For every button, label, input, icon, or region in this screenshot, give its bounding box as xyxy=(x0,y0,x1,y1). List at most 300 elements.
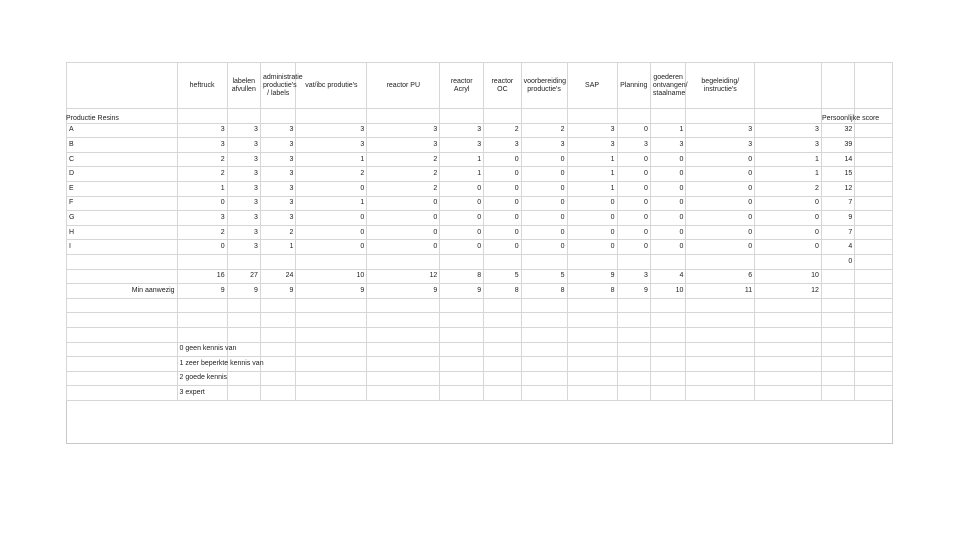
column-header: reactor OC xyxy=(484,63,522,109)
total-value: 8 xyxy=(440,269,484,284)
cell xyxy=(855,269,893,284)
cell xyxy=(855,138,893,153)
person-name: G xyxy=(67,211,178,226)
skill-score: 3 xyxy=(177,211,227,226)
min-present-value: 11 xyxy=(686,284,755,299)
column-header: begeleiding/ instructie's xyxy=(686,63,755,109)
skill-score: 3 xyxy=(260,196,295,211)
cell xyxy=(567,298,617,313)
header-corner xyxy=(67,63,178,109)
personal-score: 9 xyxy=(821,211,854,226)
cell xyxy=(650,371,685,386)
min-present-value: 9 xyxy=(440,284,484,299)
cell xyxy=(650,327,685,342)
column-header-blank xyxy=(755,63,822,109)
cell xyxy=(67,298,178,313)
column-header: SAP xyxy=(567,63,617,109)
skill-score: 0 xyxy=(650,181,685,196)
cell xyxy=(67,327,178,342)
cell xyxy=(821,269,854,284)
min-present-value: 8 xyxy=(521,284,567,299)
cell xyxy=(821,386,854,401)
column-header-blank xyxy=(821,63,854,109)
skill-score: 0 xyxy=(567,240,617,255)
skill-score: 3 xyxy=(260,211,295,226)
cell xyxy=(650,386,685,401)
cell xyxy=(260,298,295,313)
cell xyxy=(855,240,893,255)
skill-score: 0 xyxy=(686,167,755,182)
cell xyxy=(567,342,617,357)
person-name: C xyxy=(67,152,178,167)
cell xyxy=(855,386,893,401)
cell xyxy=(686,313,755,328)
legend-item: 1 zeer beperkte kennis van xyxy=(177,357,227,372)
skill-score: 0 xyxy=(617,211,650,226)
min-present-value: 9 xyxy=(227,284,260,299)
cell xyxy=(617,327,650,342)
cell xyxy=(440,371,484,386)
min-present-row xyxy=(67,284,893,299)
person-name: D xyxy=(67,167,178,182)
cell xyxy=(440,254,484,269)
skill-score: 0 xyxy=(686,225,755,240)
cell xyxy=(227,313,260,328)
min-present-label: Min aanwezig xyxy=(67,284,178,299)
cell xyxy=(440,327,484,342)
cell xyxy=(855,313,893,328)
skill-score: 0 xyxy=(440,240,484,255)
skill-score: 1 xyxy=(755,152,822,167)
column-header: goederen ontvangen/ staalname xyxy=(650,63,685,109)
column-header: heftruck xyxy=(177,63,227,109)
skill-score: 3 xyxy=(227,196,260,211)
skill-score: 0 xyxy=(617,196,650,211)
person-name: F xyxy=(67,196,178,211)
cell xyxy=(686,371,755,386)
cell xyxy=(755,386,822,401)
person-name: H xyxy=(67,225,178,240)
cell xyxy=(227,386,260,401)
skill-score: 0 xyxy=(521,240,567,255)
skill-score: 1 xyxy=(567,167,617,182)
cell xyxy=(755,327,822,342)
skill-score: 0 xyxy=(484,181,522,196)
legend-row xyxy=(67,371,893,386)
skill-score: 2 xyxy=(367,181,440,196)
column-header: labelen afvullen xyxy=(227,63,260,109)
column-header: vat/ibc produtie's xyxy=(296,63,367,109)
skill-score: 3 xyxy=(227,181,260,196)
skill-score: 0 xyxy=(484,196,522,211)
skill-score: 3 xyxy=(260,181,295,196)
cell xyxy=(367,342,440,357)
personal-score: 15 xyxy=(821,167,854,182)
cell xyxy=(260,109,295,124)
skill-score: 0 xyxy=(567,196,617,211)
skill-score: 1 xyxy=(177,181,227,196)
skill-score: 2 xyxy=(296,167,367,182)
skill-score: 0 xyxy=(755,240,822,255)
skill-score: 3 xyxy=(755,123,822,138)
cell xyxy=(177,298,227,313)
skill-score: 0 xyxy=(650,152,685,167)
skill-score: 3 xyxy=(296,138,367,153)
skill-score: 0 xyxy=(650,240,685,255)
skill-score: 3 xyxy=(567,138,617,153)
legend-row xyxy=(67,357,893,372)
cell xyxy=(367,357,440,372)
skill-score: 2 xyxy=(755,181,822,196)
cell xyxy=(617,109,650,124)
cell xyxy=(67,371,178,386)
skill-score: 0 xyxy=(617,123,650,138)
column-header: administratie productie's / labels xyxy=(260,63,295,109)
person-row xyxy=(67,152,893,167)
skill-score: 0 xyxy=(686,211,755,226)
skill-score: 0 xyxy=(484,211,522,226)
cell xyxy=(367,327,440,342)
cell xyxy=(260,254,295,269)
person-row xyxy=(67,138,893,153)
skill-score: 3 xyxy=(227,152,260,167)
cell xyxy=(855,211,893,226)
personal-score: 7 xyxy=(821,225,854,240)
cell xyxy=(755,342,822,357)
cell xyxy=(296,109,367,124)
cell xyxy=(227,298,260,313)
skill-score: 3 xyxy=(367,138,440,153)
cell xyxy=(617,357,650,372)
skill-score: 3 xyxy=(755,138,822,153)
skill-score: 0 xyxy=(296,211,367,226)
skill-score: 3 xyxy=(686,138,755,153)
min-present-value: 9 xyxy=(260,284,295,299)
cell xyxy=(367,371,440,386)
skill-score: 0 xyxy=(617,152,650,167)
skill-score: 0 xyxy=(440,196,484,211)
blank-row xyxy=(67,298,893,313)
cell xyxy=(521,371,567,386)
cell xyxy=(367,313,440,328)
cell xyxy=(67,269,178,284)
totals-row xyxy=(67,269,893,284)
min-present-value: 9 xyxy=(177,284,227,299)
skill-score: 3 xyxy=(227,225,260,240)
cell xyxy=(440,298,484,313)
cell xyxy=(855,152,893,167)
cell xyxy=(484,357,522,372)
cell xyxy=(440,386,484,401)
skill-score: 0 xyxy=(367,196,440,211)
min-present-value: 9 xyxy=(617,284,650,299)
skill-score: 3 xyxy=(260,138,295,153)
cell xyxy=(521,298,567,313)
cell xyxy=(567,313,617,328)
cell xyxy=(567,254,617,269)
cell xyxy=(484,371,522,386)
cell xyxy=(686,327,755,342)
person-row xyxy=(67,181,893,196)
cell xyxy=(521,342,567,357)
cell xyxy=(484,254,522,269)
cell xyxy=(296,254,367,269)
skill-score: 3 xyxy=(177,123,227,138)
personal-score: 32 xyxy=(821,123,854,138)
min-present-value: 8 xyxy=(567,284,617,299)
skill-score: 3 xyxy=(521,138,567,153)
personal-score: 4 xyxy=(821,240,854,255)
cell xyxy=(686,109,755,124)
person-name: B xyxy=(67,138,178,153)
min-present-value: 12 xyxy=(755,284,822,299)
cell xyxy=(521,386,567,401)
cell xyxy=(821,371,854,386)
cell xyxy=(367,109,440,124)
cell xyxy=(855,357,893,372)
skill-score: 0 xyxy=(755,196,822,211)
skill-score: 2 xyxy=(484,123,522,138)
skill-score: 0 xyxy=(650,167,685,182)
cell xyxy=(755,298,822,313)
skill-score: 3 xyxy=(484,138,522,153)
min-present-value: 8 xyxy=(484,284,522,299)
cell xyxy=(260,313,295,328)
cell xyxy=(484,313,522,328)
min-present-value: 10 xyxy=(650,284,685,299)
skill-score: 0 xyxy=(484,152,522,167)
cell xyxy=(177,109,227,124)
cell xyxy=(521,327,567,342)
skill-score: 1 xyxy=(296,152,367,167)
cell xyxy=(260,371,295,386)
score-label: Persoonlijke score xyxy=(822,115,880,122)
total-value: 27 xyxy=(227,269,260,284)
cell xyxy=(686,298,755,313)
cell xyxy=(617,298,650,313)
cell xyxy=(686,357,755,372)
skill-score: 0 xyxy=(177,196,227,211)
cell xyxy=(650,313,685,328)
cell xyxy=(567,327,617,342)
cell xyxy=(650,298,685,313)
extra-score: 0 xyxy=(821,254,854,269)
cell xyxy=(67,254,178,269)
cell xyxy=(617,254,650,269)
skill-score: 0 xyxy=(686,152,755,167)
skill-score: 2 xyxy=(260,225,295,240)
cell xyxy=(177,327,227,342)
skill-score: 3 xyxy=(177,138,227,153)
cell xyxy=(617,386,650,401)
personal-score: 12 xyxy=(821,181,854,196)
skill-score: 0 xyxy=(617,240,650,255)
skill-score: 3 xyxy=(260,123,295,138)
total-value: 10 xyxy=(755,269,822,284)
cell xyxy=(296,298,367,313)
skill-score: 0 xyxy=(686,181,755,196)
cell xyxy=(821,298,854,313)
total-value: 24 xyxy=(260,269,295,284)
column-header: voorbereiding productie's xyxy=(521,63,567,109)
cell xyxy=(686,386,755,401)
cell xyxy=(617,371,650,386)
total-value: 9 xyxy=(567,269,617,284)
skill-score: 1 xyxy=(567,181,617,196)
cell xyxy=(686,254,755,269)
cell xyxy=(296,386,367,401)
skill-score: 0 xyxy=(521,167,567,182)
personal-score: 14 xyxy=(821,152,854,167)
personal-score: 39 xyxy=(821,138,854,153)
cell xyxy=(260,327,295,342)
cell xyxy=(617,313,650,328)
skill-score: 3 xyxy=(440,138,484,153)
skill-score: 0 xyxy=(617,225,650,240)
cell xyxy=(484,109,522,124)
person-row xyxy=(67,240,893,255)
cell xyxy=(440,357,484,372)
skill-score: 0 xyxy=(567,225,617,240)
legend-item: 3 expert xyxy=(177,386,227,401)
cell xyxy=(755,357,822,372)
skill-score: 0 xyxy=(521,196,567,211)
min-present-value: 9 xyxy=(296,284,367,299)
cell xyxy=(260,342,295,357)
skill-score: 3 xyxy=(227,123,260,138)
cell xyxy=(484,342,522,357)
cell xyxy=(755,109,822,124)
cell xyxy=(855,167,893,182)
person-name: E xyxy=(67,181,178,196)
cell xyxy=(755,254,822,269)
cell xyxy=(367,298,440,313)
skill-score: 3 xyxy=(686,123,755,138)
skill-score: 3 xyxy=(227,211,260,226)
skill-score: 1 xyxy=(296,196,367,211)
cell xyxy=(296,357,367,372)
total-value: 10 xyxy=(296,269,367,284)
skill-score: 2 xyxy=(177,167,227,182)
section-row xyxy=(67,109,893,124)
cell xyxy=(367,386,440,401)
cell xyxy=(686,342,755,357)
skill-score: 0 xyxy=(521,225,567,240)
legend-item: 2 goede kennis xyxy=(177,371,227,386)
skill-score: 3 xyxy=(227,138,260,153)
cell xyxy=(367,254,440,269)
cell xyxy=(855,123,893,138)
skill-score: 0 xyxy=(177,240,227,255)
skill-score: 0 xyxy=(296,240,367,255)
cell xyxy=(440,313,484,328)
person-name: A xyxy=(67,123,178,138)
cell xyxy=(855,196,893,211)
cell xyxy=(177,313,227,328)
skill-score: 1 xyxy=(440,152,484,167)
skill-score: 0 xyxy=(440,211,484,226)
cell xyxy=(567,371,617,386)
skill-score: 3 xyxy=(617,138,650,153)
cell xyxy=(521,357,567,372)
skill-score: 1 xyxy=(440,167,484,182)
blank-row xyxy=(67,313,893,328)
skill-score: 0 xyxy=(686,196,755,211)
total-value: 16 xyxy=(177,269,227,284)
column-header: reactor PU xyxy=(367,63,440,109)
total-value: 3 xyxy=(617,269,650,284)
cell xyxy=(650,109,685,124)
column-header-blank xyxy=(855,63,893,109)
cell xyxy=(484,386,522,401)
cell xyxy=(821,342,854,357)
skill-score: 3 xyxy=(227,167,260,182)
cell xyxy=(296,313,367,328)
total-value: 4 xyxy=(650,269,685,284)
cell xyxy=(755,371,822,386)
total-value: 5 xyxy=(521,269,567,284)
skill-score: 3 xyxy=(650,138,685,153)
skill-score: 2 xyxy=(177,225,227,240)
legend-row xyxy=(67,342,893,357)
total-value: 6 xyxy=(686,269,755,284)
cell xyxy=(227,327,260,342)
cell xyxy=(855,225,893,240)
cell xyxy=(650,254,685,269)
skill-score: 2 xyxy=(367,152,440,167)
skill-score: 1 xyxy=(650,123,685,138)
skill-score: 3 xyxy=(227,240,260,255)
skill-score: 1 xyxy=(567,152,617,167)
cell xyxy=(855,327,893,342)
cell xyxy=(260,386,295,401)
cell xyxy=(855,371,893,386)
cell xyxy=(821,327,854,342)
skill-score: 0 xyxy=(367,240,440,255)
cell xyxy=(567,386,617,401)
cell xyxy=(650,342,685,357)
skill-score: 0 xyxy=(440,225,484,240)
skill-score: 3 xyxy=(260,152,295,167)
cell xyxy=(855,284,893,299)
cell xyxy=(177,254,227,269)
cell xyxy=(567,357,617,372)
column-header: reactor Acryl xyxy=(440,63,484,109)
cell xyxy=(227,109,260,124)
cell xyxy=(227,371,260,386)
personal-score: 7 xyxy=(821,196,854,211)
skill-score: 0 xyxy=(650,225,685,240)
cell xyxy=(855,181,893,196)
skill-score: 0 xyxy=(484,225,522,240)
cell xyxy=(821,284,854,299)
person-name: I xyxy=(67,240,178,255)
cell xyxy=(521,254,567,269)
skill-score: 0 xyxy=(521,211,567,226)
person-row xyxy=(67,225,893,240)
skill-score: 3 xyxy=(567,123,617,138)
skill-score: 0 xyxy=(484,167,522,182)
total-value: 5 xyxy=(484,269,522,284)
cell xyxy=(440,342,484,357)
cell xyxy=(755,313,822,328)
cell xyxy=(67,357,178,372)
skill-score: 3 xyxy=(296,123,367,138)
skill-score: 0 xyxy=(755,225,822,240)
cell xyxy=(521,109,567,124)
cell xyxy=(67,342,178,357)
person-row xyxy=(67,123,893,138)
